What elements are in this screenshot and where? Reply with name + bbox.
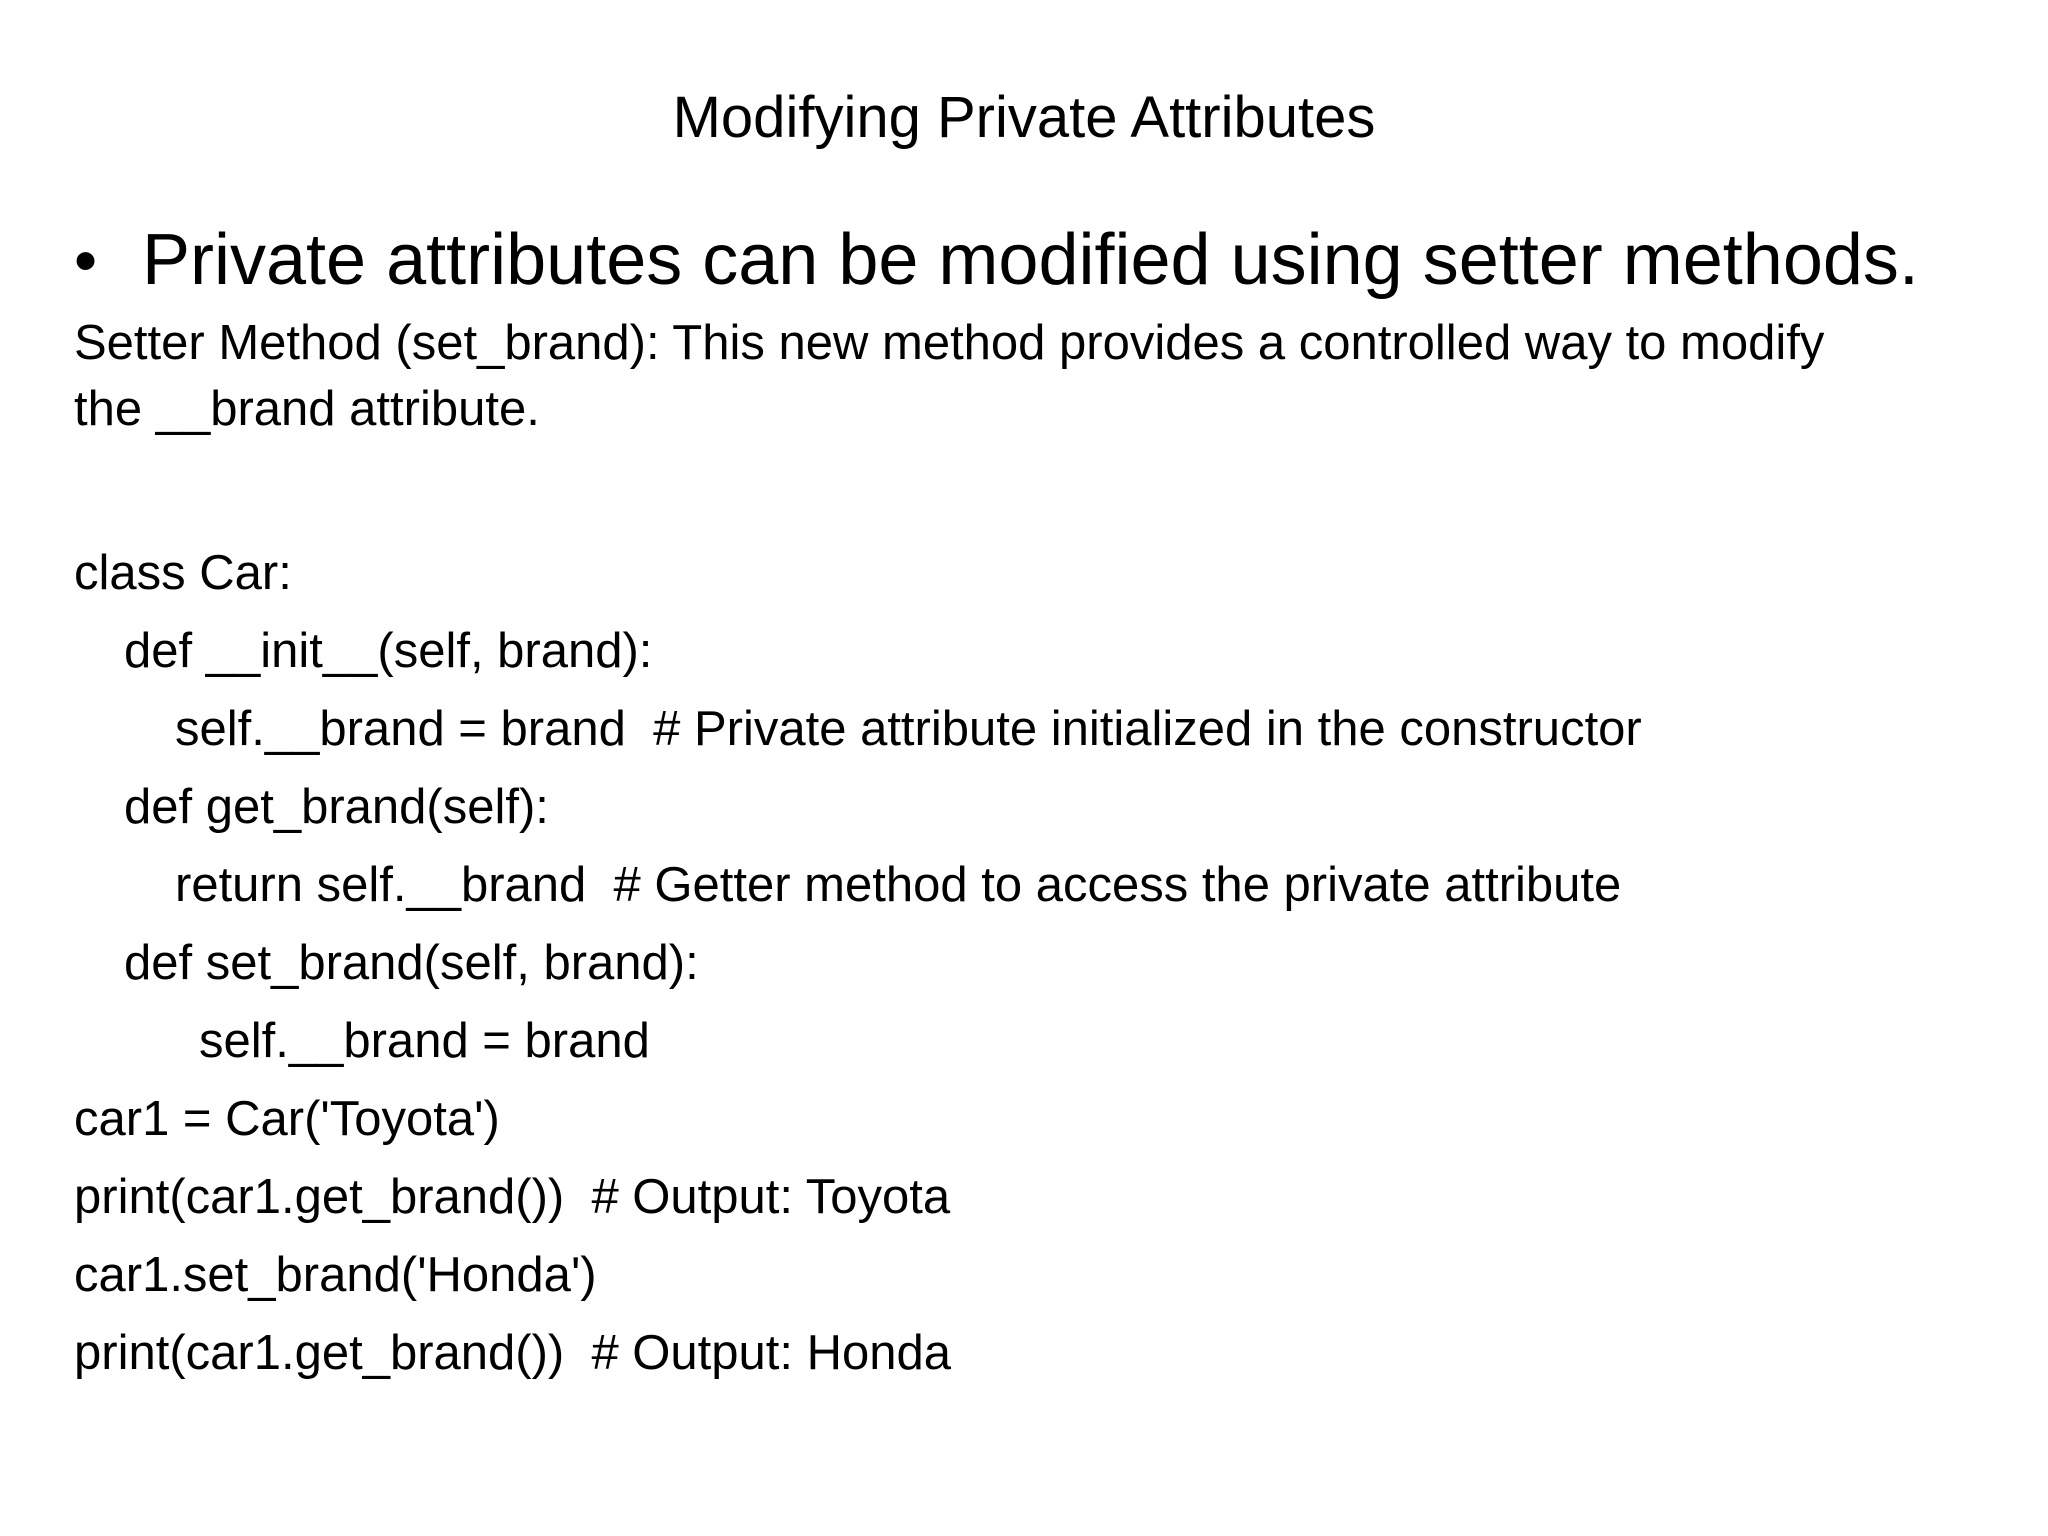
code-line: def get_brand(self):: [124, 780, 549, 834]
description-line: the __brand attribute.: [74, 382, 540, 436]
code-line: print(car1.get_brand()) # Output: Toyota: [74, 1170, 951, 1224]
code-line: return self.__brand # Getter method to access the private attribute: [175, 858, 1622, 912]
slide-title: Modifying Private Attributes: [672, 85, 1376, 150]
code-line: car1 = Car('Toyota'): [74, 1092, 500, 1146]
code-line: self.__brand = brand # Private attribute initialized in the constructor: [175, 702, 1642, 756]
description-line: Setter Method (set_brand): This new method provides a controlled way to modify: [74, 316, 1825, 370]
code-line: car1.set_brand('Honda'): [74, 1248, 597, 1302]
bullet-marker: •: [74, 223, 98, 297]
code-line: def __init__(self, brand):: [124, 624, 653, 678]
code-line: print(car1.get_brand()) # Output: Honda: [74, 1326, 952, 1380]
code-line: self.__brand = brand: [199, 1014, 650, 1068]
code-line: class Car:: [74, 546, 292, 600]
code-block: [74, 534, 1974, 1392]
code-line: def set_brand(self, brand):: [124, 936, 699, 990]
description-paragraph: [74, 310, 1974, 442]
bullet-text: Private attributes can be modified using setter methods.: [142, 220, 1919, 300]
